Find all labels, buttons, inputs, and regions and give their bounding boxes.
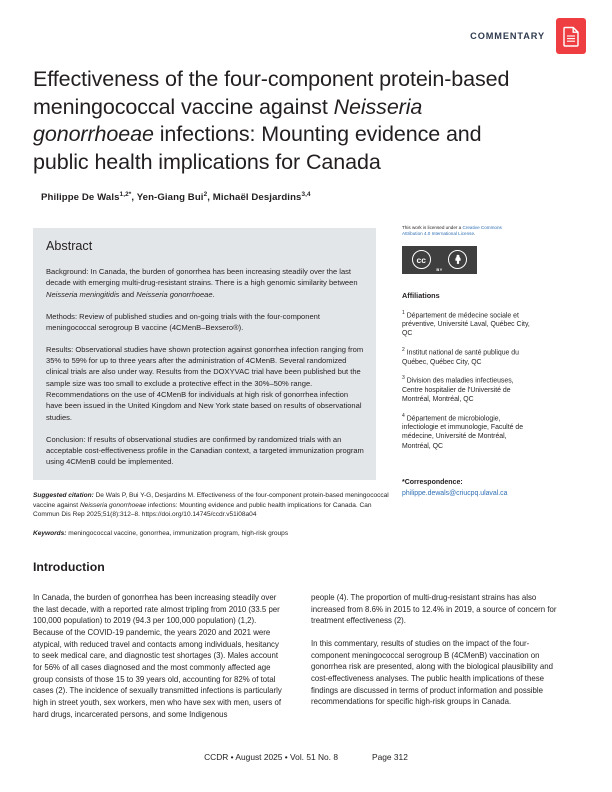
abstract-body	[46, 266, 364, 468]
license-text-pre: This work is licensed under a	[402, 225, 463, 230]
intro-paragraph: people (4). The proportion of multi-drug-resistant strains has also increased from 8.6% in 2015 to 12.4% in 2019, a source of concern for treatment effectiveness (2).	[311, 593, 557, 626]
abstract-heading: Abstract	[46, 239, 93, 253]
abstract-panel	[33, 228, 376, 480]
header	[470, 18, 586, 54]
footer-page-number: Page 312	[372, 752, 408, 762]
abstract-conclusion	[46, 434, 364, 468]
title-line-3-post: infections: Mounting evidence and	[153, 122, 482, 146]
sidebar	[402, 225, 584, 497]
affiliation-marker: 4	[402, 412, 405, 419]
keywords	[33, 529, 392, 539]
affiliation-text: Institut national de santé publique du Québec, Québec City, QC	[402, 349, 519, 366]
creative-commons-badge	[402, 246, 477, 274]
abstract-methods	[46, 311, 364, 334]
citation-text-pre: De Wals P, Bui Y-G, Desjardins M. Effectiveness of the four-component protein-based meningococcal vaccine against	[33, 492, 389, 509]
affiliation-marker: 2	[402, 347, 405, 353]
license-text-post: .	[474, 231, 476, 237]
abstract-background-mid: and	[119, 289, 137, 299]
affiliation-item	[402, 309, 530, 339]
abstract-results	[46, 344, 364, 423]
citation-text-post: infections: Mounting evidence and public health implications for Canada. Can Commun Dis Rep 2025;51(8):312–8. https://doi.org/10.14745/ccdr.v51i08a04	[33, 501, 372, 519]
keywords-text: meningococcal vaccine, gonorrhea, immunization program, high-risk groups	[66, 530, 289, 537]
keywords-label: Keywords:	[33, 530, 67, 537]
abstract-background-label: Background:	[46, 267, 89, 276]
footer-journal-line: CCDR • August 2025 • Vol. 51 No. 8	[204, 752, 338, 762]
affiliation-item	[402, 346, 530, 367]
correspondence-email-link[interactable]: philippe.dewals@criucpq.ulaval.ca	[402, 489, 508, 497]
author-name: Yen-Giang Bui	[136, 192, 204, 204]
abstract-results-text: Observational studies have shown protection against gonorrhea infection ranging from 35% to 59% for up to three years after the administration of 4CMenB. Several randomized clinical trials are also under way. Results from the DOXYVAC trial have been published but the sample size was too small to exclude a protective effect in the 30%–50% range. Recommendations on the use of 4CMenB for individuals at high risk of gonorrhea infection have been issued in the United Kingdom and New York state based on results of observational studies.	[46, 344, 364, 422]
title-line-4: public health implications for Canada	[33, 149, 381, 174]
author-affiliation-marker: 2	[203, 191, 208, 198]
affiliations-heading: Affiliations	[402, 290, 440, 300]
affiliation-marker: 1	[402, 309, 405, 316]
title-line-2-pre: based meningococcal vaccine against	[33, 67, 510, 119]
affiliation-marker: 3	[402, 375, 405, 382]
suggested-citation	[33, 491, 392, 520]
intro-paragraph: In Canada, the burden of gonorrhea has been increasing steadily over the last decade, with a reported rate almost tripling from 2010 (33.5 per 100,000 population) to 2019 (94.3 per 100,000 population) (1,2). Because of the COVID-19 pandemic, the years 2020 and 2021 were atypical, with reduced travel and contacts among individuals, hesitancy to seek medical care, and diagnostic test shortages (3). Males account for 56% of all cases diagnosed and the most commonly affected age group consists of those 15 to 39 years old, accounting for 82% of total cases (2). The incidence of sexually transmitted infections is particularly high in street youth, sex workers, men who have sex with men, users of hard drugs, incarcerated persons, and some Indigenous	[33, 593, 282, 719]
license-notice	[402, 225, 506, 238]
cc-by-label: BY	[436, 267, 443, 273]
affiliation-text: Département de microbiologie, infectiologie et immunologie, Faculté de médecine, Université de Montréal, Montréal, QC	[402, 414, 524, 450]
introduction-column-left	[33, 592, 284, 731]
affiliation-item	[402, 412, 530, 451]
page-title	[33, 66, 533, 176]
author-name: Philippe De Wals	[41, 192, 120, 204]
author-affiliation-marker: 3,4	[301, 191, 311, 198]
abstract-conclusion-label: Conclusion:	[46, 434, 86, 444]
title-line-3-italic: gonorrhoeae	[33, 122, 154, 146]
abstract-species-1: Neisseria meningitidis	[46, 289, 120, 299]
affiliation-text: Département de médecine sociale et préventive, Université Laval, Québec City, QC	[402, 311, 530, 338]
document-icon	[556, 18, 586, 54]
affiliation-item	[402, 374, 530, 404]
abstract-results-label: Results:	[46, 344, 74, 354]
intro-paragraph: In this commentary, results of studies on the impact of the four-component meningococcal serogroup B (4CMenB) vaccination on gonorrhea risk are presented, along with the biological plausibility and cost-effectiveness analyses. The public health implications of these findings are discussed in terms of product information and possible recommendations for specific high-risk groups in Canada.	[311, 638, 553, 707]
title-line-2-italic: Neisseria	[333, 94, 423, 119]
title-line-1: Effectiveness of the four-component protein-	[33, 67, 452, 91]
abstract-background-text: In Canada, the burden of gonorrhea has been increasing steadily over the last decade with emerging multi-drug-resistant strains. There is a high genomic similarity between	[46, 267, 358, 288]
article-type-label: COMMENTARY	[470, 31, 545, 41]
affiliations-list	[402, 309, 530, 451]
abstract-methods-text: Review of published studies and on-going trials with the four-component meningococcal serogroup B vaccine (4CMenB–Bexsero®).	[46, 311, 320, 332]
introduction-heading: Introduction	[33, 560, 105, 574]
page-footer	[0, 752, 612, 762]
correspondence-heading: *Correspondence:	[402, 478, 463, 486]
cc-icon: cc	[412, 250, 431, 269]
citation-label: Suggested citation:	[33, 492, 94, 499]
citation-species: Neisseria gonorrhoeae	[79, 501, 147, 509]
abstract-background-end: .	[212, 289, 215, 299]
author-affiliation-marker: 1,2*	[119, 191, 132, 198]
abstract-background	[46, 266, 364, 300]
abstract-species-2: Neisseria gonorrhoeae	[136, 289, 213, 299]
introduction-column-right	[311, 592, 562, 719]
abstract-conclusion-text: If results of observational studies are confirmed by randomized trials with an acceptable cost-effectiveness profile in the Canadian context, a targeted immunization program using 4CMenB could be implemented.	[46, 434, 364, 467]
affiliation-text: Division des maladies infectieuses, Centre hospitalier de l'Université de Montréal, Montréal, QC	[402, 377, 514, 403]
license-link[interactable]: Creative Commons Attribution 4.0 International License	[402, 225, 502, 237]
author-list: Philippe De Wals$^{1,2*}$, Yen-Giang Bui$^2$, Michaël Desjardins$^{3,4}$	[41, 191, 311, 204]
author-name: Michaël Desjardins	[212, 192, 302, 204]
abstract-methods-label: Methods:	[46, 311, 78, 321]
